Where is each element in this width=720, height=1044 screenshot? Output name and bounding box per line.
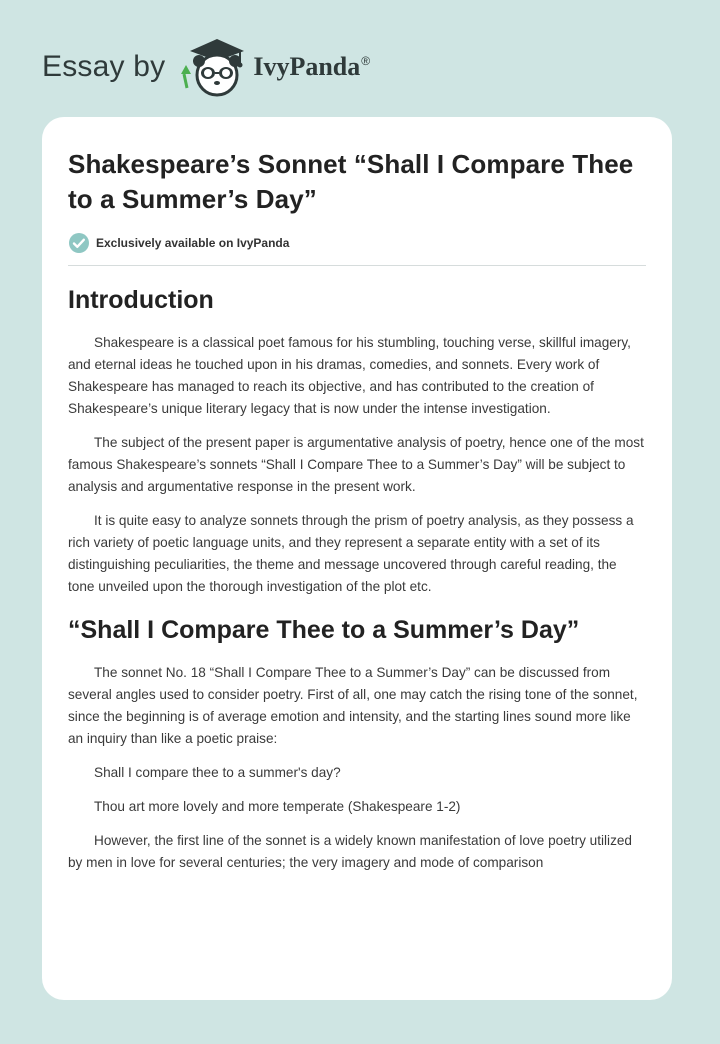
quoted-line: Thou art more lovely and more temperate (Shakespeare 1-2) <box>94 799 461 814</box>
essay-card <box>42 117 672 1000</box>
brand-name: IvyPanda® <box>253 52 371 81</box>
paragraph: It is quite easy to analyze sonnets through the prism of poetry analysis, as they possess a rich variety of poetic language units, and they represent a separate entity with a set of its distinguishing peculiarities, the theme and message uncovered through careful reading, the tone unveiled upon the thorough investigation of the plot etc. <box>68 513 634 594</box>
brand-header <box>42 34 370 100</box>
quoted-line: Shall I compare thee to a summer's day? <box>94 765 341 780</box>
exclusive-badge <box>68 231 646 255</box>
paragraph: Shakespeare is a classical poet famous for his stumbling, touching verse, skillful imagery, and eternal ideas he touched upon in his dramas, comedies, and sonnets. Every work of Shakespeare has managed to reach its objective, and has contributed to the creation of Shakespeare’s unique literary legacy that is now under the intense investigation. <box>68 335 631 416</box>
section-body <box>68 662 646 874</box>
brand-prefix: Essay by <box>42 50 166 83</box>
paragraph: The subject of the present paper is argumentative analysis of poetry, hence one of the most famous Shakespeare’s sonnets “Shall I Compare Thee to a Summer’s Day” will be subject to analysis and argumentative response in the present work. <box>68 435 644 494</box>
section-heading: Introduction <box>68 286 214 314</box>
page-title: Shakespeare’s Sonnet “Shall I Compare Thee to a Summer’s Day” <box>68 149 634 214</box>
check-circle-icon <box>68 232 90 254</box>
section-body <box>68 332 646 598</box>
section-heading: “Shall I Compare Thee to a Summer’s Day” <box>68 616 580 644</box>
panda-logo-icon <box>177 36 247 98</box>
paragraph: However, the first line of the sonnet is a widely known manifestation of love poetry utilized by men in love for several centuries; the very imagery and mode of comparison <box>68 833 632 870</box>
paragraph: The sonnet No. 18 “Shall I Compare Thee to a Summer’s Day” can be discussed from several angles used to consider poetry. First of all, one may catch the rising tone of the sonnet, since the beginning is of average emotion and intensity, and the starting lines sound more like an inquiry than like a poetic praise: <box>68 665 638 746</box>
divider <box>68 265 646 266</box>
badge-label: Exclusively available on IvyPanda <box>96 236 290 250</box>
